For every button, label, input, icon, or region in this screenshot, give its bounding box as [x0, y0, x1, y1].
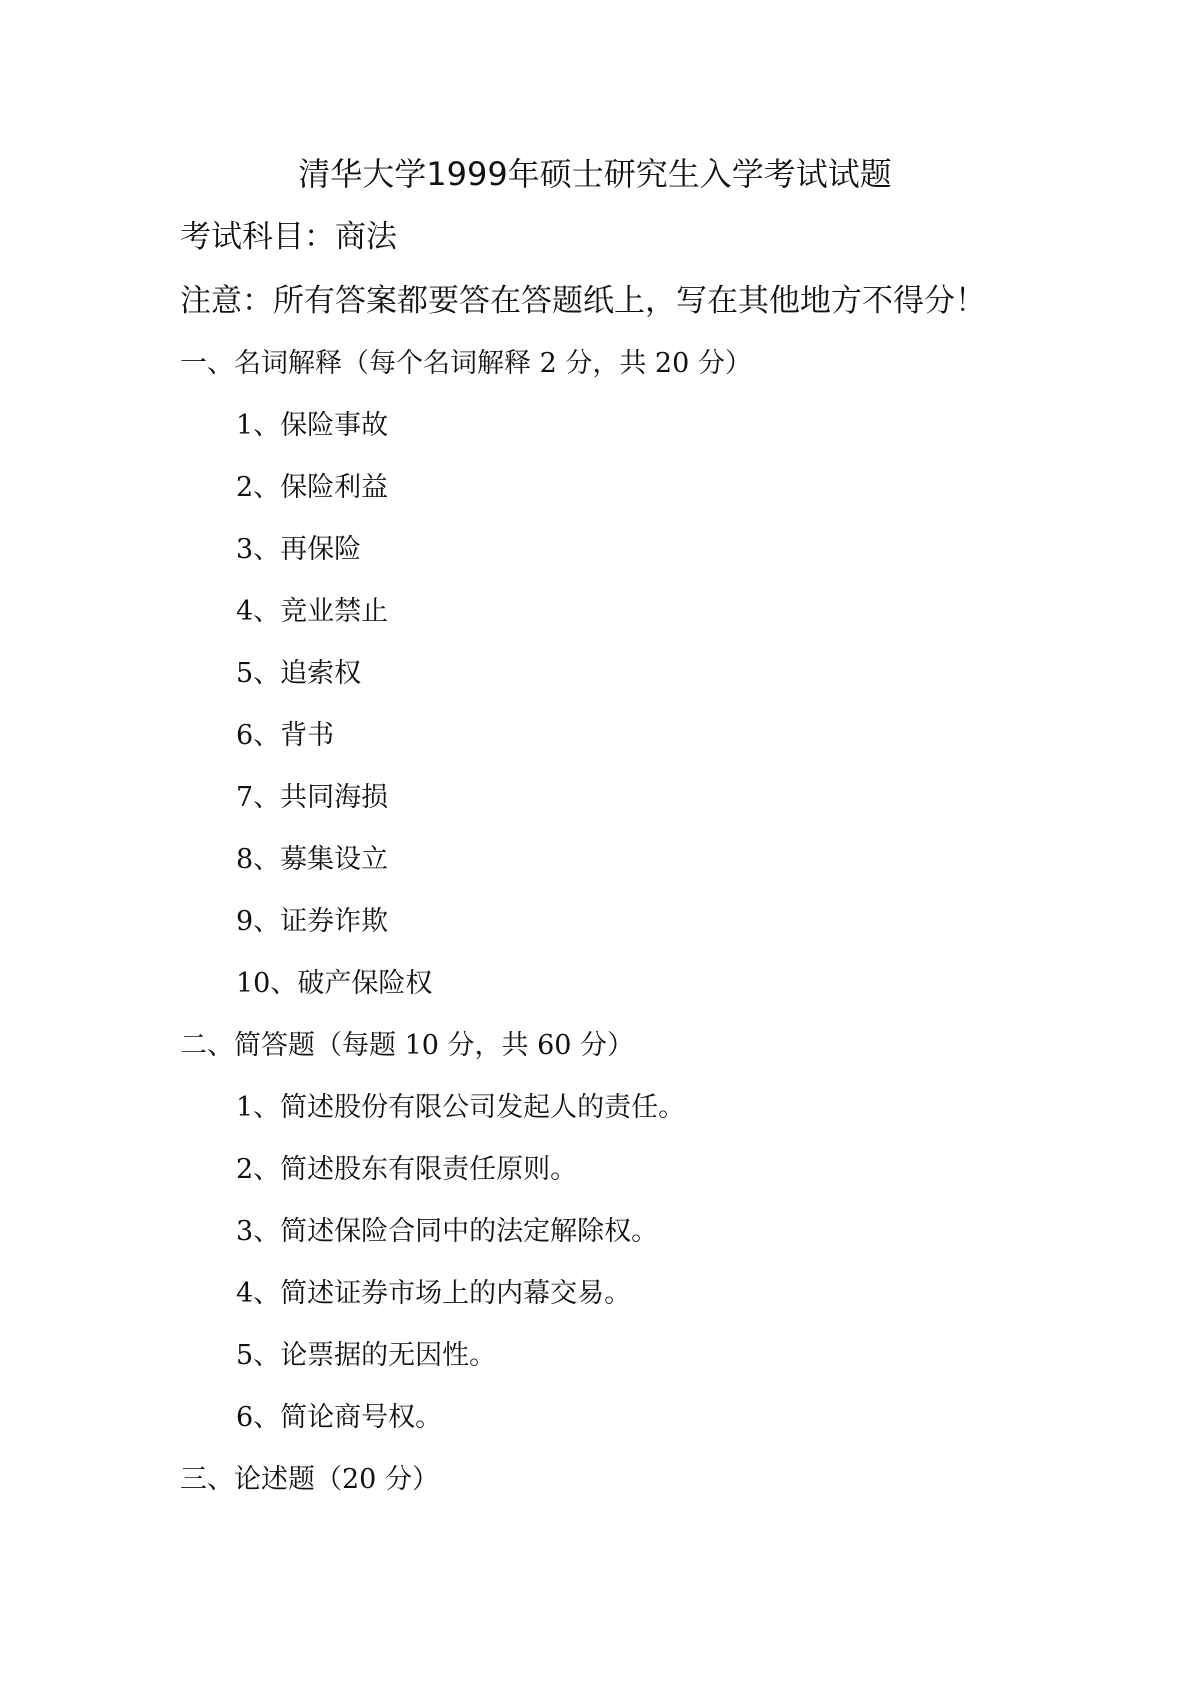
exam-subject: 考试科目：商法	[180, 219, 397, 255]
section-2-item-5: 5、论票据的无因性。	[236, 1340, 497, 1371]
exam-notice: 注意：所有答案都要答在答题纸上，写在其他地方不得分！	[180, 283, 986, 319]
section-1-item-2: 2、保险利益	[236, 472, 389, 503]
section-1-item-4: 4、竞业禁止	[236, 596, 389, 627]
section-1-item-6: 6、背书	[236, 720, 335, 751]
section-1-item-5: 5、追索权	[236, 658, 362, 689]
section-2-item-1: 1、简述股份有限公司发起人的责任。	[236, 1092, 686, 1123]
section-2-item-3: 3、简述保险合同中的法定解除权。	[236, 1216, 659, 1247]
section-2-heading: 二、简答题（每题 10 分，共 60 分）	[180, 1030, 635, 1061]
section-1-item-9: 9、证券诈欺	[236, 906, 389, 937]
section-2-item-4: 4、简述证券市场上的内幕交易。	[236, 1278, 632, 1309]
section-1-heading: 一、名词解释（每个名词解释 2 分，共 20 分）	[180, 348, 752, 379]
section-2-item-2: 2、简述股东有限责任原则。	[236, 1154, 578, 1185]
section-1-item-1: 1、保险事故	[236, 410, 389, 441]
section-1-item-3: 3、再保险	[236, 534, 362, 565]
exam-title: 清华大学1999年硕士研究生入学考试试题	[298, 155, 892, 193]
section-2-item-6: 6、简论商号权。	[236, 1402, 443, 1433]
section-1-item-7: 7、共同海损	[236, 782, 389, 813]
section-1-item-8: 8、募集设立	[236, 844, 389, 875]
section-1-item-10: 10、破产保险权	[236, 968, 433, 999]
section-3-heading: 三、论述题（20 分）	[180, 1464, 439, 1495]
